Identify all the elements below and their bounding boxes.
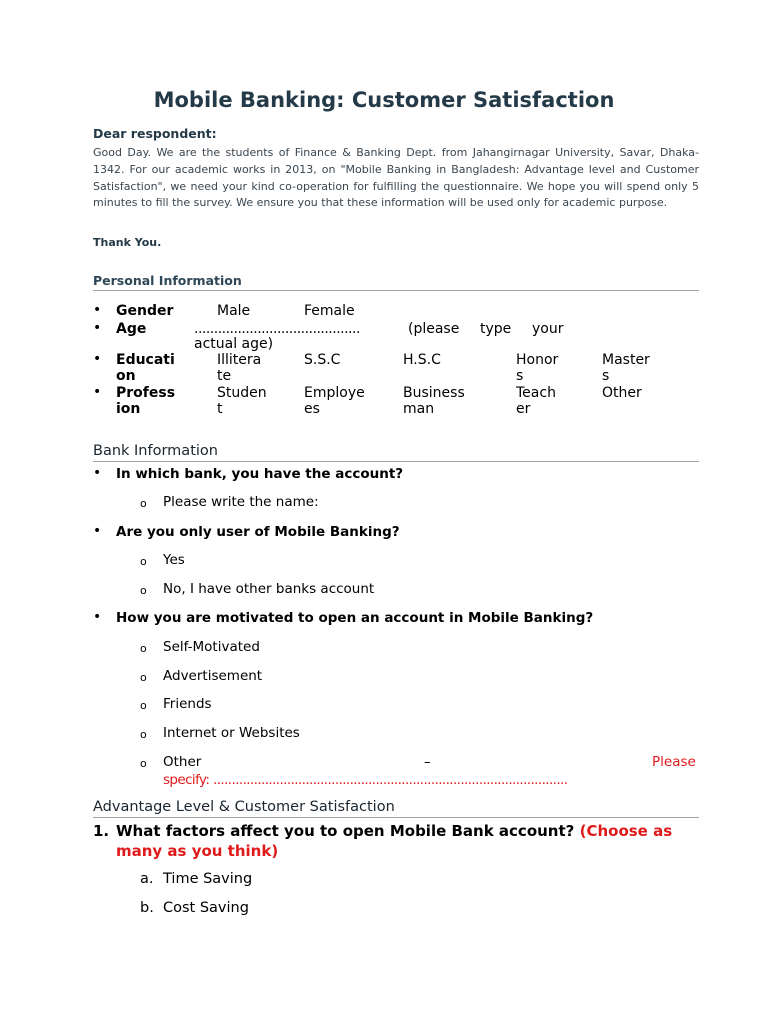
greeting: Dear respondent: — [93, 126, 217, 141]
option-self-motivated[interactable]: Self-Motivated — [163, 639, 260, 655]
other-specify-field[interactable]: specify: ................................................................................................ — [163, 772, 568, 788]
profession-option-teacher-line1: Teach — [516, 385, 556, 401]
gender-label: Gender — [116, 303, 174, 319]
profession-option-employees-line2: es — [304, 401, 320, 417]
education-option-illiterate-line1: Illitera — [217, 352, 262, 368]
bank-question-3: How you are motivated to open an account in Mobile Banking? — [116, 610, 594, 626]
profession-option-employees-line1: Employe — [304, 385, 365, 401]
option-advertisement[interactable]: Advertisement — [163, 668, 263, 684]
bank-name-field[interactable]: Please write the name: — [163, 494, 319, 510]
education-label-line1: Educati — [116, 352, 175, 368]
bullet-icon: • — [93, 465, 102, 481]
age-hint-your: your — [532, 321, 564, 337]
profession-option-student-line2: t — [217, 401, 223, 417]
circle-bullet-icon: o — [140, 757, 147, 770]
circle-bullet-icon: o — [140, 584, 147, 597]
gender-option-female[interactable]: Female — [304, 303, 355, 319]
other-please: Please — [652, 754, 696, 770]
profession-option-student[interactable] — [217, 385, 267, 417]
education-option-honors-line2: s — [516, 368, 524, 384]
age-field[interactable]: .......................................... — [194, 321, 360, 337]
education-option-masters-line1: Master — [602, 352, 650, 368]
advantage-heading: Advantage Level & Customer Satisfaction — [93, 799, 699, 818]
item-letter: b. — [140, 900, 154, 916]
other-dash: – — [424, 754, 431, 770]
profession-label-line1: Profess — [116, 385, 176, 401]
age-hint-type: type — [480, 321, 512, 337]
gender-option-male[interactable]: Male — [217, 303, 251, 319]
profession-option-other[interactable]: Other — [602, 385, 642, 401]
profession-option-teacher-line2: er — [516, 401, 531, 417]
profession-label — [116, 385, 175, 417]
age-hint-line2: actual age) — [194, 336, 274, 352]
education-option-hsc[interactable]: H.S.C — [403, 352, 441, 368]
bank-question-2: Are you only user of Mobile Banking? — [116, 524, 400, 540]
education-option-ssc[interactable]: S.S.C — [304, 352, 341, 368]
profession-option-student-line1: Studen — [217, 385, 267, 401]
profession-label-line2: ion — [116, 401, 141, 417]
education-option-masters-line2: s — [602, 368, 610, 384]
bullet-icon: • — [93, 320, 102, 336]
option-other[interactable]: Other — [163, 754, 202, 770]
option-cost-saving[interactable]: Cost Saving — [163, 900, 249, 916]
bank-info-heading: Bank Information — [93, 443, 699, 462]
option-friends[interactable]: Friends — [163, 696, 212, 712]
education-option-illiterate[interactable] — [217, 352, 261, 384]
choose-hint: (Choose as — [579, 822, 673, 840]
profession-option-businessman[interactable] — [403, 385, 465, 417]
circle-bullet-icon: o — [140, 699, 147, 712]
profession-option-employees[interactable] — [304, 385, 365, 417]
education-option-honors[interactable] — [516, 352, 558, 384]
option-other-banks[interactable]: No, I have other banks account — [163, 581, 375, 597]
profession-option-teacher[interactable] — [516, 385, 556, 417]
advantage-question-1-text: What factors affect you to open Mobile Bank account? — [116, 822, 575, 840]
thanks-text: Thank You. — [93, 236, 162, 249]
question-number: 1. — [93, 822, 110, 840]
profession-option-businessman-line1: Business — [403, 385, 465, 401]
option-yes[interactable]: Yes — [163, 552, 185, 568]
profession-option-businessman-line2: man — [403, 401, 435, 417]
education-label-line2: on — [116, 368, 136, 384]
page-title: Mobile Banking: Customer Satisfaction — [153, 88, 615, 112]
option-internet[interactable]: Internet or Websites — [163, 725, 300, 741]
advantage-question-1 — [116, 822, 672, 840]
bullet-icon: • — [93, 302, 102, 318]
choose-hint-line2: many as you think) — [116, 842, 279, 860]
education-option-illiterate-line2: te — [217, 368, 232, 384]
intro-paragraph: Good Day. We are the students of Finance & Banking Dept. from Jahangirnagar University, Savar, Dhaka-1342. For our academic works in 2013, on "Mobile Banking in Bangladesh: Advantage level and Customer Satisfaction", we need your kind co-operation for fulfilling the questionnaire. We hope you will spend only 5 minutes to fill the survey. We ensure you that these information will be used only for academic purpose. — [93, 146, 699, 210]
age-label: Age — [116, 321, 147, 337]
education-label — [116, 352, 175, 384]
item-letter: a. — [140, 871, 154, 887]
circle-bullet-icon: o — [140, 642, 147, 655]
education-option-honors-line1: Honor — [516, 352, 559, 368]
circle-bullet-icon: o — [140, 497, 147, 510]
option-time-saving[interactable]: Time Saving — [163, 871, 253, 887]
bank-question-1: In which bank, you have the account? — [116, 466, 404, 482]
bullet-icon: • — [93, 351, 102, 367]
personal-info-heading: Personal Information — [93, 273, 699, 291]
education-option-masters[interactable] — [602, 352, 650, 384]
circle-bullet-icon: o — [140, 671, 147, 684]
bullet-icon: • — [93, 523, 102, 539]
circle-bullet-icon: o — [140, 728, 147, 741]
bullet-icon: • — [93, 609, 102, 625]
age-hint-please: (please — [408, 321, 460, 337]
circle-bullet-icon: o — [140, 555, 147, 568]
bullet-icon: • — [93, 384, 102, 400]
